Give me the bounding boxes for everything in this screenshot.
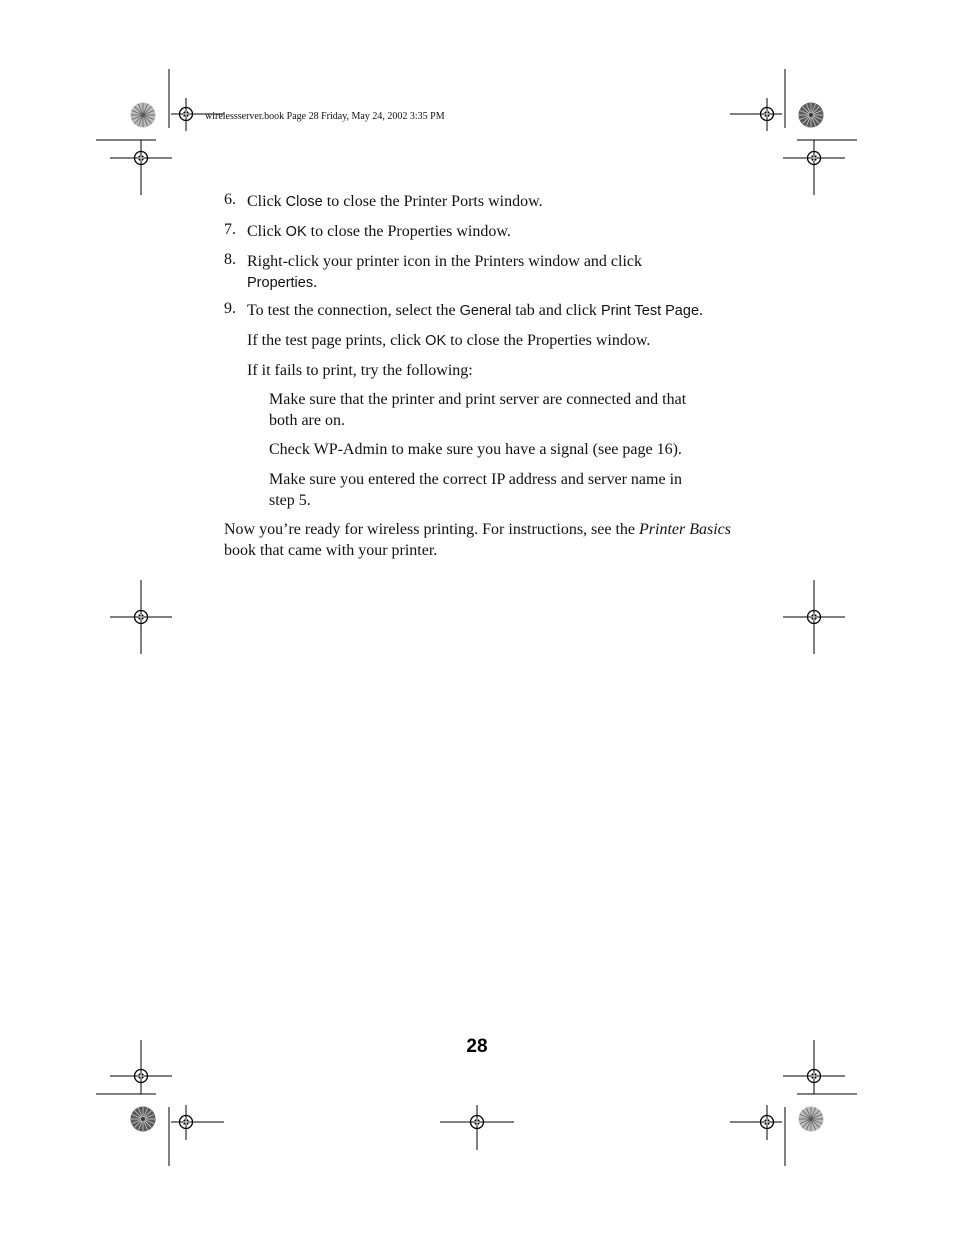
list-item: Make sure you entered the correct IP address and server name in bbox=[269, 471, 683, 488]
step-text: Click OK to close the Properties window. bbox=[247, 223, 511, 240]
ui-label: Properties bbox=[247, 275, 314, 291]
step-text: Click Close to close the Printer Ports window. bbox=[247, 193, 543, 210]
ui-label: General bbox=[459, 303, 512, 319]
ui-label: OK bbox=[425, 333, 447, 349]
ui-label: OK bbox=[285, 224, 307, 240]
ui-label: Print Test Page bbox=[600, 303, 700, 319]
step-text: To test the connection, select the General tab and click Print Test Page. bbox=[247, 302, 704, 319]
ui-label: Close bbox=[285, 194, 323, 210]
list-item: both are on. bbox=[269, 412, 345, 429]
step-number: 7. bbox=[224, 221, 236, 238]
follow-text: If the test page prints, click OK to close the Properties window. bbox=[247, 332, 651, 349]
book-title: Printer Basics bbox=[639, 521, 732, 538]
slug-line: wirelessserver.book Page 28 Friday, May 24, 2002 3:35 PM bbox=[205, 111, 445, 122]
closing-text: Now you’re ready for wireless printing. For instructions, see the Printer Basics bbox=[224, 521, 732, 538]
list-item: Make sure that the printer and print server are connected and that bbox=[269, 391, 687, 408]
list-item: step 5. bbox=[269, 492, 311, 509]
step-number: 8. bbox=[224, 251, 236, 268]
step-number: 9. bbox=[224, 300, 236, 317]
page-number: 28 bbox=[466, 1036, 488, 1057]
closing-text: book that came with your printer. bbox=[224, 542, 438, 559]
list-item: Check WP-Admin to make sure you have a signal (see page 16). bbox=[269, 441, 682, 458]
follow-text: If it fails to print, try the following: bbox=[247, 362, 473, 379]
step-text: Properties. bbox=[247, 274, 318, 291]
step-text: Right-click your printer icon in the Printers window and click bbox=[247, 253, 643, 270]
step-number: 6. bbox=[224, 191, 236, 208]
